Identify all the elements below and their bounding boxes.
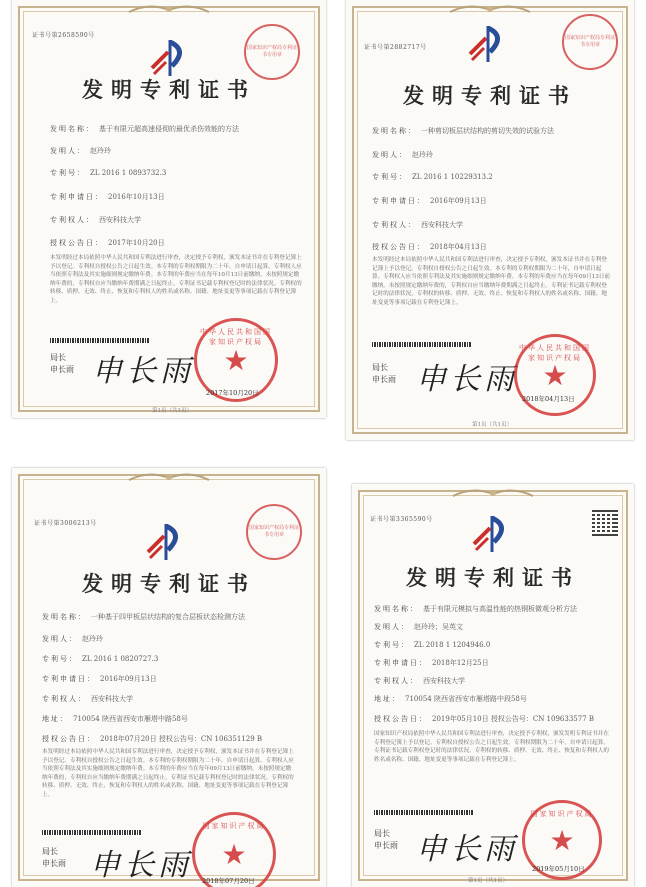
field-invention-name: 发明名称： 基于有限元超高速侵彻的最优杀伤效能的方法: [50, 125, 239, 133]
official-seal: 中华人民共和国国家知识产权局 ★: [194, 318, 278, 402]
field-patentee: 专利权人： 西安科技大学: [50, 216, 141, 224]
director-signature: 申长雨: [416, 362, 518, 397]
director-block: 局长 申长雨: [374, 829, 398, 850]
field-patentee: 专利权人： 西安科技大学: [42, 695, 133, 703]
field-inventor: 发明人： 赵玲玲: [50, 147, 111, 155]
ornament-icon: [448, 486, 538, 500]
certificate-body-text: 本发明经过本局依照中华人民共和国专利法进行审查，决定授予专利权，颁发本证书并在专利登记簿上予以登记。专利权自授权公告之日起生效。本专利的专利权期限为二十年，自申请日起算。专利权人应当依照专利法及其实施细则规定缴纳年费。本专利的年费应当在每年09月13日前缴纳。未按照规定缴纳年费的，专利权自应当缴纳年费期满之日起终止。专利证书记载专利权登记时的法律状况。专利权的转移、质押、无效、终止、恢复和专利权人的姓名或名称、国籍、地址变更等事项记载在专利登记簿上。: [42, 749, 294, 798]
director-block: 局长 申长雨: [372, 363, 396, 384]
director-signature: 申长雨: [90, 848, 192, 883]
qr-code-icon: [592, 510, 618, 536]
certificate-seal-small: 国家知识产权局专利证书专用章: [246, 504, 302, 560]
barcode: [50, 338, 150, 343]
field-application-date: 专利申请日： 2016年09月13日: [42, 675, 157, 683]
field-grant-date: 授权公告日： 2018年04月13日: [372, 243, 487, 251]
field-invention-name: 发明名称： 基于有限元模拟与高温性能的热钢板微观分析方法: [374, 605, 577, 613]
field-address: 地址： 710054 陕西省西安市雁塔中路58号: [42, 715, 188, 723]
seal-date: 2018年07月20日: [202, 877, 255, 885]
field-grant-date: 授权公告日： 2017年10月20日: [50, 239, 165, 247]
field-invention-name: 发明名称： 一种剪切板层状结构的剪切失效的试验方法: [372, 127, 554, 135]
certificate-seal-small: 国家知识产权局专利证书专用章: [244, 24, 300, 80]
field-patentee: 专利权人： 西安科技大学: [374, 677, 465, 685]
field-application-date: 专利申请日： 2016年09月13日: [372, 197, 487, 205]
patent-certificate-1: [12, 0, 326, 418]
certificate-title: 发明专利证书: [82, 77, 256, 102]
cnipa-logo-icon: [144, 520, 188, 564]
barcode: [372, 342, 472, 347]
field-patent-number: 专利号： ZL 2016 1 0893732.3: [50, 169, 167, 177]
director-signature: 申长雨: [416, 832, 518, 867]
certificate-number: 证书号第2658590号: [32, 32, 95, 39]
certificate-number: 证书号第3006213号: [34, 520, 97, 527]
certificate-number: 证书号第3365590号: [370, 516, 433, 523]
certificate-number: 证书号第2882717号: [364, 44, 427, 51]
field-inventor: 发明人： 赵玲玲: [42, 635, 103, 643]
barcode: [374, 810, 474, 815]
barcode: [42, 830, 142, 835]
field-inventor: 发明人： 赵玲玲；吴英文: [374, 623, 463, 631]
director-signature: 申长雨: [92, 354, 194, 389]
page-indicator: 第1页（共1页）: [152, 408, 192, 414]
certificate-body-text: 国家知识产权局依照中华人民共和国专利法进行审查，决定授予专利权，颁发发明专利证书并在专利登记簿上予以登记。专利权自授权公告之日起生效。专利权期限为二十年，自申请日起算。专利证书记载专利权登记时的法律状况。专利权的转移、质押、无效、终止、恢复和专利权人的姓名或名称、国籍、地址变更等事项记载在专利登记簿上。: [374, 731, 609, 763]
official-seal: 国家知识产权局 ★: [192, 812, 276, 887]
page-indicator: 第1页（共1页）: [468, 878, 508, 884]
field-grant-date: 授权公告日： 2018年07月20日 授权公告号：CN 106351129 B: [42, 735, 263, 743]
field-invention-name: 发明名称： 一种基于四甲板层状结构的复合层板状态检测方法: [42, 613, 245, 621]
seal-date: 2017年10月20日: [206, 389, 259, 397]
certificate-title: 发明专利证书: [403, 83, 577, 108]
certificate-body-text: 本发明经过本局依照中华人民共和国专利法进行审查，决定授予专利权，颁发本证书并在专利登记簿上予以登记。专利权自授权公告之日起生效。本专利的专利权期限为二十年，自申请日起算。专利权人应当依照专利法及其实施细则规定缴纳年费。本专利的年费应当在每年10月13日前缴纳。未按照规定缴纳年费的，专利权自应当缴纳年费期满之日起终止。专利证书记载专利权登记时的法律状况。专利权的转移、质押、无效、终止、恢复和专利权人的姓名或名称、国籍、地址变更等事项记载在专利登记簿上。: [50, 255, 302, 304]
field-patent-number: 专利号： ZL 2016 1 0820727.3: [42, 655, 159, 663]
field-patentee: 专利权人： 西安科技大学: [372, 221, 463, 229]
field-patent-number: 专利号： ZL 2018 1 1204946.0: [374, 641, 491, 649]
field-application-date: 专利申请日： 2018年12月25日: [374, 659, 489, 667]
patent-certificate-3: [12, 468, 326, 887]
official-seal: 国家知识产权局 ★: [522, 800, 602, 880]
certificate-body-text: 本发明经过本局依照中华人民共和国专利法进行审查，决定授予专利权，颁发本证书并在专利登记簿上予以登记。专利权自授权公告之日起生效。本专利的专利权期限为二十年，自申请日起算。专利权人应当依照专利法及其实施细则规定缴纳年费。本专利的年费应当在每年09月13日前缴纳。未按照规定缴纳年费的，专利权自应当缴纳年费期满之日起终止。专利证书记载专利权登记时的法律状况。专利权的转移、质押、无效、终止、恢复和专利权人的姓名或名称、国籍、地址变更等事项记载在专利登记簿上。: [372, 257, 610, 306]
field-application-date: 专利申请日： 2016年10月13日: [50, 193, 165, 201]
cnipa-logo-icon: [466, 22, 510, 66]
patent-certificate-2: [346, 0, 634, 440]
field-address: 地址： 710054 陕西省西安市雁塔路中段58号: [374, 695, 527, 703]
certificate-seal-small: 国家知识产权局专利证书专用章: [562, 14, 618, 70]
seal-date: 2018年04月13日: [522, 395, 575, 403]
field-inventor: 发明人： 赵玲玲: [372, 151, 433, 159]
certificate-title: 发明专利证书: [82, 571, 256, 596]
director-block: 局长 申长雨: [42, 847, 66, 868]
ornament-icon: [124, 2, 214, 16]
field-patent-number: 专利号： ZL 2016 1 10229313.2: [372, 173, 493, 181]
field-grant-date: 授权公告日： 2019年05月10日 授权公告号：CN 109633577 B: [374, 715, 595, 723]
ornament-icon: [445, 2, 535, 16]
cnipa-logo-icon: [470, 512, 514, 556]
director-block: 局长 申长雨: [50, 353, 74, 374]
ornament-icon: [124, 470, 214, 484]
official-seal: 中华人民共和国国家知识产权局 ★: [514, 334, 596, 416]
page-indicator: 第1页（共1页）: [472, 422, 512, 428]
patent-certificate-4: [352, 484, 634, 887]
certificate-title: 发明专利证书: [406, 565, 580, 590]
seal-date: 2019年05月10日: [532, 865, 585, 873]
